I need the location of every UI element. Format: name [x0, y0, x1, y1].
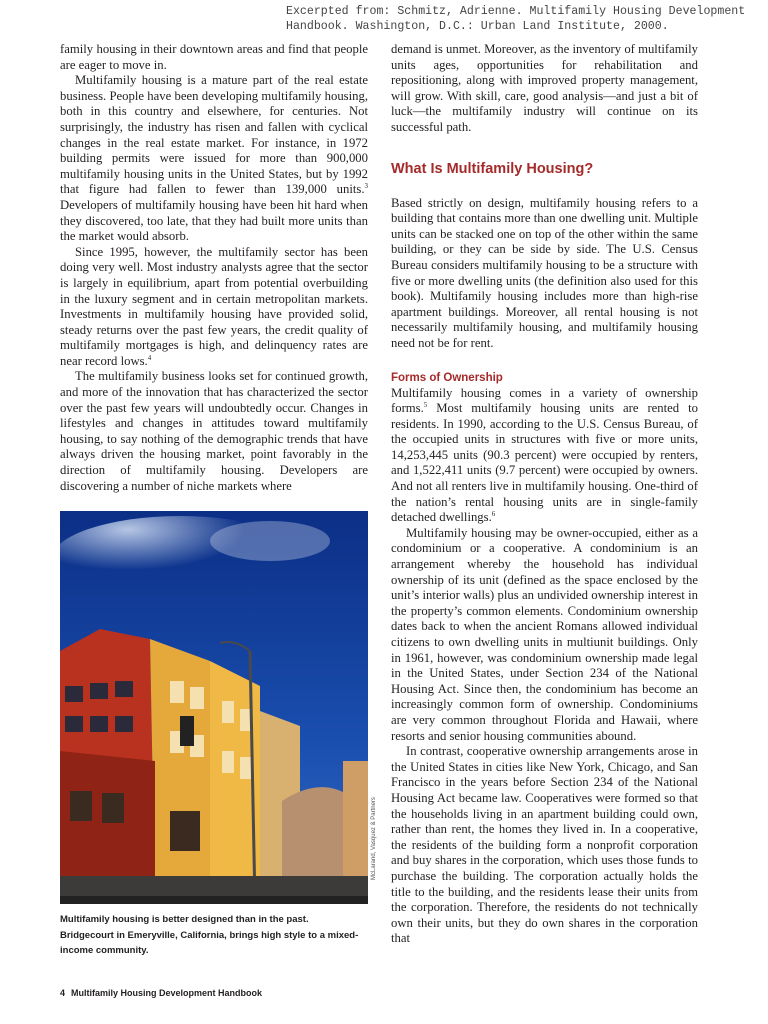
paragraph-text: Since 1995, however, the multifamily sector has been doing very well. Most industry analysts agree that the sector is largely in equilibrium, apart from potential overbuilding in the luxury segment and in certain metropolitan markets. Investments in multifamily housing have provided solid, steady returns over the past few years, the credit quality of multifamily mortgages is high, and delinquency rates are near record lows. — [60, 244, 368, 368]
left-column — [60, 42, 368, 494]
photo-credit: McLarand, Vasquez & Partners — [371, 797, 377, 880]
subsection-heading: Forms of Ownership — [391, 371, 503, 384]
paragraph — [60, 73, 368, 245]
page-footer — [60, 988, 262, 998]
photo-caption: Multifamily housing is better designed than in the past. Bridgecourt in Emeryville, California, brings high style to a mixed-income community. — [60, 914, 359, 956]
paragraph: The multifamily business looks set for continued growth, and more of the innovation that has characterized the sector over the past few years will undoubtedly occur. Changes in lifestyles and changes in attitudes toward multifamily housing, to say nothing of the demographic trends that have always driven the housing market, point favorably in the direction of multifamily housing. Developers are discovering a number of niche markets where — [60, 369, 368, 493]
paragraph — [391, 386, 698, 526]
building-photo — [60, 511, 368, 904]
paragraph-text: Multifamily housing is a mature part of the real estate business. People have been developing multifamily housing, both in this country and elsewhere, for centuries. Not surprisingly, the industry has risen and fallen with cyclical changes in the real estate market. For instance, in 1972 building permits were issued for more than 900,000 multifamily housing units in the United States, but by 1992 that figure had fallen to fewer than 139,000 units. — [60, 73, 368, 197]
paragraph: In contrast, cooperative ownership arrangements arose in the United States in cities like New York, Chicago, and San Francisco in the years before Section 234 of the National Housing Act became law. Cooperatives were formed so that the households living in an apartment building could own, rather than rent, the homes they lived in. In a cooperative, the residents of the building form a nonprofit corporation and buy shares in the corporation, which uses those funds to purchase the building. The corporation actually holds the title to the building, and the residents lease their units from the corporation. Therefore, the residents do not technically own their units, but they do own shares in the corporation that — [391, 744, 698, 946]
paragraph: Based strictly on design, multifamily housing refers to a building that contains more than one dwelling unit. Multiple units can be stacked one on top of the other within the same building, or they can be side by side. The U.S. Census Bureau considers multifamily housing to be a structure with five or more dwelling units (the definition also used for this book). Multifamily housing includes more than high-rise apartment buildings. Moreover, all rental housing is not necessarily multifamily housing, and multifamily housing need not be for rent. — [391, 195, 698, 350]
section-heading: What Is Multifamily Housing? — [391, 160, 594, 177]
paragraph: demand is unmet. Moreover, as the inventory of multifamily units ages, opportunities for rehabilitation and repositioning, along with improved property management, will grow. With skill, care, good analysis—and just a bit of luck—the multifamily industry will continue on its successful path. — [391, 42, 698, 134]
paragraph — [60, 245, 368, 370]
right-column — [391, 42, 698, 947]
paragraph-text: Most multifamily housing units are rented to residents. In 1990, according to the U.S. Census Bureau, of the occupied units in structures with five or more units, 14,253,445 units (90.3 percent) were occupied by renters, and 1,522,411 units (9.7 percent) were occupied by owners. And not all renters live in multifamily housing. One-third of the nation’s rental housing units are in single-family detached dwellings. — [391, 401, 698, 525]
footnote-ref: 5 — [423, 400, 428, 409]
building-photo-illustration — [60, 511, 368, 904]
book-title: Multifamily Housing Development Handbook — [71, 988, 263, 998]
paragraph: Multifamily housing may be owner-occupied, either as a condominium or a cooperative. A condominium is an arrangement whereby the household has individual ownership of its unit (defined as the space enclosed by the unit’s interior walls) plus an undivided ownership interest in the property’s common elements. Condominium ownership dates back to when the ancient Romans allowed individual citizens to own dwelling units in multiunit buildings. Only in 1961, however, was condominium ownership made legal in the United States, under Section 234 of the National Housing Act. Since then, the condominium has become an increasingly common form of ownership. Condominiums are very common throughout Florida and Hawaii, where resorts and senior housing communities abound. — [391, 525, 698, 743]
footnote-ref: 6 — [491, 510, 496, 519]
excerpt-citation — [286, 4, 756, 34]
excerpt-line-1: Excerpted from: Schmitz, Adrienne. Multifamily Housing Development — [286, 5, 746, 18]
paragraph-text: Multifamily housing comes in a variety of ownership forms. — [391, 385, 698, 416]
paragraph: family housing in their downtown areas and find that people are eager to move in. — [60, 42, 368, 72]
footnote-ref: 4 — [147, 353, 152, 362]
paragraph-text: Developers of multifamily housing have been hit hard when they discovered, too late, that they had built more units than the market would absorb. — [60, 197, 368, 244]
excerpt-line-2: Handbook. Washington, D.C.: Urban Land Institute, 2000. — [286, 20, 669, 33]
page-number: 4 — [60, 988, 66, 998]
footnote-ref: 3 — [364, 182, 368, 191]
